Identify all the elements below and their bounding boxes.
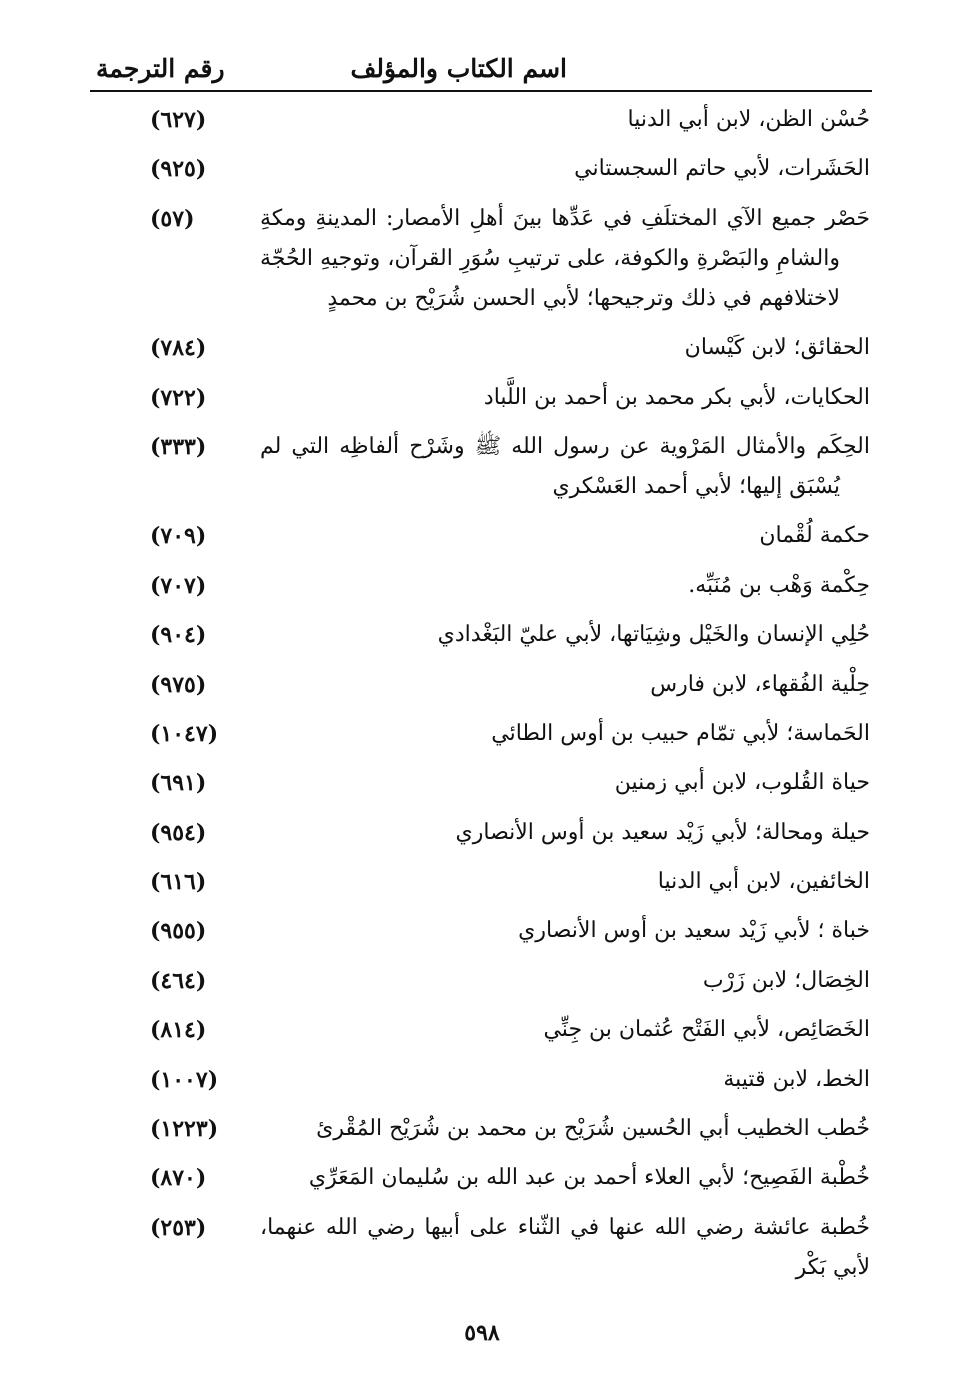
entry-number: (٧٨٤) xyxy=(150,335,207,362)
entry-number: (٣٣٣) xyxy=(150,433,207,460)
page-number: ٥٩٨ xyxy=(464,1320,500,1346)
entry-title: الخائفين، لابن أبي الدنيا xyxy=(657,869,870,895)
list-item xyxy=(90,1158,872,1198)
entry-title: حَصْر جميع الآي المختلَفِ في عَدِّها بينَ أهلِ الأمصار: المدينةِ ومكةِ والشامِ والبَصْرةِ والكوفة، على ترتيبِ سُوَرِ القرآن، وتوجيهِ الحُجّة لاختلافهم في ذلك وترجيحها؛ لأبي الحسن شُرَيْح بن محمدٍ xyxy=(260,205,870,311)
entry-title: حُسْن الظن، لابن أبي الدنيا xyxy=(627,107,870,132)
list-item xyxy=(90,100,872,140)
entry-title: الحَماسة؛ لأبي تمّام حبيب بن أوس الطائي xyxy=(491,720,870,746)
list-item xyxy=(90,427,872,507)
list-item xyxy=(90,1109,872,1149)
entry-number: (٨١٤) xyxy=(150,1017,207,1044)
header-title-column: اسم الكتاب والمؤلف xyxy=(350,54,567,83)
list-item xyxy=(90,1010,872,1050)
entry-title: خُطْبة الفَصِيح؛ لأبي العلاء أحمد بن عبد الله بن سُليمان المَعَرِّي xyxy=(308,1165,870,1191)
entry-title: خُطبة عائشة رضي الله عنها في الثّناء على أبيها رضي الله عنهما، لأبي بَكْر xyxy=(260,1214,870,1280)
list-item xyxy=(90,328,872,368)
list-item xyxy=(90,566,872,606)
entry-number: (٧٠٩) xyxy=(150,523,207,550)
list-item xyxy=(90,615,872,655)
table-header xyxy=(90,52,872,92)
list-item xyxy=(90,1060,872,1100)
list-item xyxy=(90,862,872,902)
entry-number: (٩٥٥) xyxy=(150,918,207,945)
list-item xyxy=(90,813,872,853)
entry-title: الخط، لابن قتيبة xyxy=(723,1066,870,1092)
entry-title: حياة القُلوب، لابن أبي زمنين xyxy=(614,770,870,796)
header-number-column: رقم الترجمة xyxy=(96,54,225,83)
entry-number: (٩٥٤) xyxy=(150,819,207,846)
entry-number: (٤٦٤) xyxy=(150,967,207,994)
entry-title: الحقائق؛ لابن كَيْسان xyxy=(684,335,870,361)
list-item xyxy=(90,378,872,418)
list-item xyxy=(90,516,872,556)
entry-number: (٧٠٧) xyxy=(150,572,207,599)
entry-number: (٨٧٠) xyxy=(150,1165,207,1192)
list-item xyxy=(90,763,872,803)
list-item xyxy=(90,961,872,1001)
entry-list xyxy=(90,100,872,1297)
entry-number: (١٢٢٣) xyxy=(150,1116,219,1143)
entry-number: (٦٩١) xyxy=(150,770,207,797)
entry-number: (١٠٠٧) xyxy=(150,1066,219,1093)
entry-number: (٢٥٣) xyxy=(150,1214,207,1241)
entry-number: (٧٢٢) xyxy=(150,384,207,411)
entry-title: الحكايات، لأبي بكر محمد بن أحمد بن اللَّباد xyxy=(483,384,870,410)
list-item xyxy=(90,1208,872,1288)
entry-number: (٩٢٥) xyxy=(150,156,207,183)
entry-number: (٦٢٧) xyxy=(150,107,207,133)
entry-title: حيلة ومحالة؛ لأبي زَيْد سعيد بن أوس الأنصاري xyxy=(455,819,870,845)
entry-number: (٩٧٥) xyxy=(150,671,207,698)
entry-title: الخِصَال؛ لابن زَرْب xyxy=(702,967,870,993)
entry-title: خباة ؛ لأبي زَيْد سعيد بن أوس الأنصاري xyxy=(518,918,870,944)
list-item xyxy=(90,714,872,754)
entry-title: خُطب الخطيب أبي الحُسين شُرَيْح بن محمد بن شُرَيْح المُقْرئ xyxy=(316,1116,870,1142)
entry-title: الحَشَرات، لأبي حاتم السجستاني xyxy=(574,156,870,182)
entry-number: (١٠٤٧) xyxy=(150,720,219,747)
entry-number: (٥٧) xyxy=(150,205,195,232)
entry-number: (٩٠٤) xyxy=(150,622,207,649)
entry-title: حكمة لُقْمان xyxy=(759,523,870,549)
entry-title: الخَصَائِص، لأبي الفَتْح عُثمان بن جِنِّي xyxy=(543,1017,870,1043)
entry-title: حِلْية الفُقهاء، لابن فارس xyxy=(650,671,870,697)
list-item xyxy=(90,149,872,189)
entry-title: حُلِي الإنسان والخَيْل وشِيَاتها، لأبي عليّ البَغْدادي xyxy=(437,622,870,648)
entry-number: (٦١٦) xyxy=(150,869,207,896)
list-item xyxy=(90,911,872,951)
list-item xyxy=(90,199,872,319)
list-item xyxy=(90,665,872,705)
entry-title: الحِكَم والأمثال المَرْوية عن رسول الله ﷺ وشَرْح ألفاظِه التي لم يُسْبَق إليها؛ لأبي أحمد العَسْكري xyxy=(260,433,870,499)
entry-title: حِكْمة وَهْب بن مُنَبِّه. xyxy=(688,572,870,598)
